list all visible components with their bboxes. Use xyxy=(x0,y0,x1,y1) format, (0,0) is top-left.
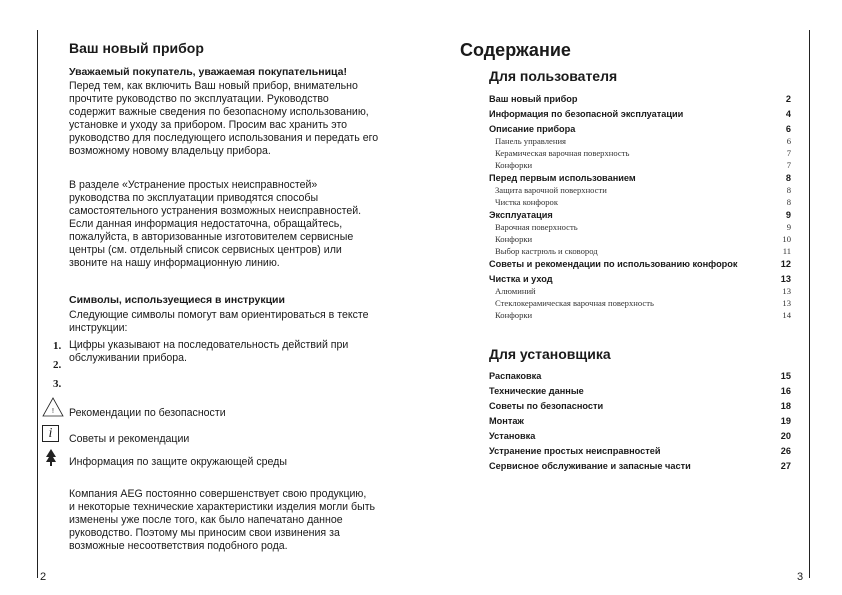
toc-entry-title: Чистка конфорок xyxy=(495,197,559,207)
troubleshoot-line: В разделе «Устранение простых неисправностей» xyxy=(69,179,318,191)
toc-entry-title: Конфорки xyxy=(495,160,533,170)
page-heading: Ваш новый прибор xyxy=(69,40,204,56)
right-page-rule xyxy=(809,30,810,578)
toc-entry-page: 16 xyxy=(780,386,791,396)
closing-paragraph xyxy=(69,488,381,553)
toc-entry-page: 26 xyxy=(780,446,791,456)
toc-entry-page: 13 xyxy=(782,286,791,296)
intro-line: Перед тем, как включить Ваш новый прибор, внимательно xyxy=(69,80,358,92)
toc-entry-page: 6 xyxy=(785,124,791,134)
toc-entry-title: Ваш новый прибор xyxy=(489,94,578,104)
left-page-rule xyxy=(37,30,38,578)
toc-entry-page: 13 xyxy=(780,274,791,284)
toc-subentry[interactable] xyxy=(489,246,791,259)
toc-entry[interactable] xyxy=(489,461,791,474)
toc-subentry[interactable] xyxy=(489,310,791,323)
toc-entry-page: 8 xyxy=(786,185,791,195)
step-number-3: 3. xyxy=(53,378,62,390)
toc-entry[interactable] xyxy=(489,401,791,414)
troubleshoot-line: пожалуйста, в авторизованные изготовителем сервисные xyxy=(69,231,354,243)
intro-line: прочтите руководство по эксплуатации. Руководство xyxy=(69,93,329,105)
step-number-2: 2. xyxy=(53,359,62,371)
left-page-number: 2 xyxy=(40,571,47,583)
toc-title: Содержание xyxy=(460,40,571,60)
tips-label: Советы и рекомендации xyxy=(69,433,190,445)
step-number-1: 1. xyxy=(53,340,62,352)
toc-entry-page: 15 xyxy=(780,371,791,381)
closing-line: и некоторые технические характеристики изделия могли быть xyxy=(69,501,376,513)
environment-label: Информация по защите окружающей среды xyxy=(69,456,287,468)
toc-entry-title: Керамическая варочная поверхность xyxy=(495,148,630,158)
toc-entry-title: Сервисное обслуживание и запасные части xyxy=(489,461,691,471)
toc-entry[interactable] xyxy=(489,416,791,429)
tree-icon xyxy=(45,449,57,467)
toc-entry-page: 12 xyxy=(780,259,791,269)
installer-section-heading: Для установщика xyxy=(489,346,611,362)
numbers-line: обслуживании прибора. xyxy=(69,352,188,364)
toc-entry-title: Варочная поверхность xyxy=(495,222,578,232)
troubleshoot-line: руководства по эксплуатации приводятся способы xyxy=(69,192,319,204)
toc-subentry[interactable] xyxy=(489,197,791,210)
toc-entry-page: 9 xyxy=(785,210,791,220)
toc-entry[interactable] xyxy=(489,109,791,122)
intro-paragraph xyxy=(69,80,381,158)
toc-entry-title: Перед первым использованием xyxy=(489,173,636,183)
toc-entry-page: 20 xyxy=(780,431,791,441)
numbers-description xyxy=(69,339,381,365)
intro-line: возможному новому владельцу прибора. xyxy=(69,145,271,157)
troubleshoot-line: центры (см. отдельный список сервисных центров) или xyxy=(69,244,342,256)
toc-entry-title: Чистка и уход xyxy=(489,274,553,284)
toc-entry-page: 6 xyxy=(786,136,791,146)
intro-line: руководство для последующего использования и передать его xyxy=(69,132,379,144)
symbols-intro xyxy=(69,309,381,335)
toc-entry[interactable] xyxy=(489,386,791,399)
toc-entry-title: Устранение простых неисправностей xyxy=(489,446,661,456)
closing-line: возможные несоответствия подобного рода. xyxy=(69,540,288,552)
toc-entry-title: Конфорки xyxy=(495,310,533,320)
troubleshoot-paragraph xyxy=(69,179,381,270)
toc-entry-title: Панель управления xyxy=(495,136,566,146)
safety-label: Рекомендации по безопасности xyxy=(69,407,226,419)
toc-entry-page: 18 xyxy=(780,401,791,411)
symbols-intro-line: инструкции: xyxy=(69,322,128,334)
toc-entry-page: 4 xyxy=(785,109,791,119)
troubleshoot-line: самостоятельного устранения возможных неисправностей. xyxy=(69,205,362,217)
toc-entry-title: Информация по безопасной эксплуатации xyxy=(489,109,684,119)
closing-line: изменены уже после того, как было напечатано данное xyxy=(69,514,343,526)
warning-triangle-icon xyxy=(42,397,64,417)
toc-subentry[interactable] xyxy=(489,160,791,173)
closing-line: Компания AEG постоянно совершенствует свою продукцию, xyxy=(69,488,367,500)
toc-entry-title: Защита варочной поверхности xyxy=(495,185,607,195)
toc-entry-title: Монтаж xyxy=(489,416,524,426)
intro-line: содержит важные сведения по безопасному использованию, xyxy=(69,106,369,118)
warning-glyph: ! xyxy=(52,408,54,415)
troubleshoot-line: звоните на нашу информационную линию. xyxy=(69,257,280,269)
troubleshoot-line: Если данная информация недостаточна, обращайтесь, xyxy=(69,218,343,230)
toc-entry-title: Эксплуатация xyxy=(489,210,553,220)
toc-entry-title: Установка xyxy=(489,431,536,441)
symbols-heading: Символы, используещиеся в инструкции xyxy=(69,294,285,306)
toc-entry[interactable] xyxy=(489,371,791,384)
toc-entry[interactable] xyxy=(489,431,791,444)
toc-entry-page: 27 xyxy=(780,461,791,471)
toc-entry-page: 7 xyxy=(786,148,791,158)
toc-entry-page: 7 xyxy=(786,160,791,170)
toc-entry-title: Технические данные xyxy=(489,386,584,396)
toc-entry[interactable] xyxy=(489,94,791,107)
toc-entry-page: 8 xyxy=(786,197,791,207)
closing-line: руководство. Поэтому мы приносим свои извинения за xyxy=(69,527,340,539)
toc-entry-title: Выбор кастрюль и сковород xyxy=(495,246,598,256)
toc-entry-page: 9 xyxy=(786,222,791,232)
toc-entry-page: 14 xyxy=(782,310,791,320)
toc-entry-page: 19 xyxy=(780,416,791,426)
toc-entry-page: 10 xyxy=(782,234,791,244)
toc-entry[interactable] xyxy=(489,446,791,459)
toc-entry[interactable] xyxy=(489,259,791,272)
toc-entry-title: Стеклокерамическая варочная поверхность xyxy=(495,298,654,308)
user-section-heading: Для пользователя xyxy=(489,68,618,84)
right-page-number: 3 xyxy=(797,571,804,583)
toc-entry-title: Распаковка xyxy=(489,371,542,381)
toc-entry-title: Алюминий xyxy=(495,286,536,296)
toc-entry-page: 8 xyxy=(785,173,791,183)
toc-entry-title: Описание прибора xyxy=(489,124,576,134)
toc-entry-page: 11 xyxy=(782,246,791,256)
toc-entry-page: 2 xyxy=(785,94,791,104)
info-icon: i xyxy=(42,425,59,442)
greeting: Уважаемый покупатель, уважаемая покупательница! xyxy=(69,66,347,78)
symbols-intro-line: Следующие символы помогут вам ориентироваться в тексте xyxy=(69,309,369,321)
intro-line: установке и уходу за прибором. Просим вас хранить это xyxy=(69,119,348,131)
numbers-line: Цифры указывают на последовательность действий при xyxy=(69,339,349,351)
toc-entry-title: Конфорки xyxy=(495,234,533,244)
toc-entry-title: Советы и рекомендации по использованию конфорок xyxy=(489,259,738,269)
toc-entry-page: 13 xyxy=(782,298,791,308)
toc-entry-title: Советы по безопасности xyxy=(489,401,604,411)
